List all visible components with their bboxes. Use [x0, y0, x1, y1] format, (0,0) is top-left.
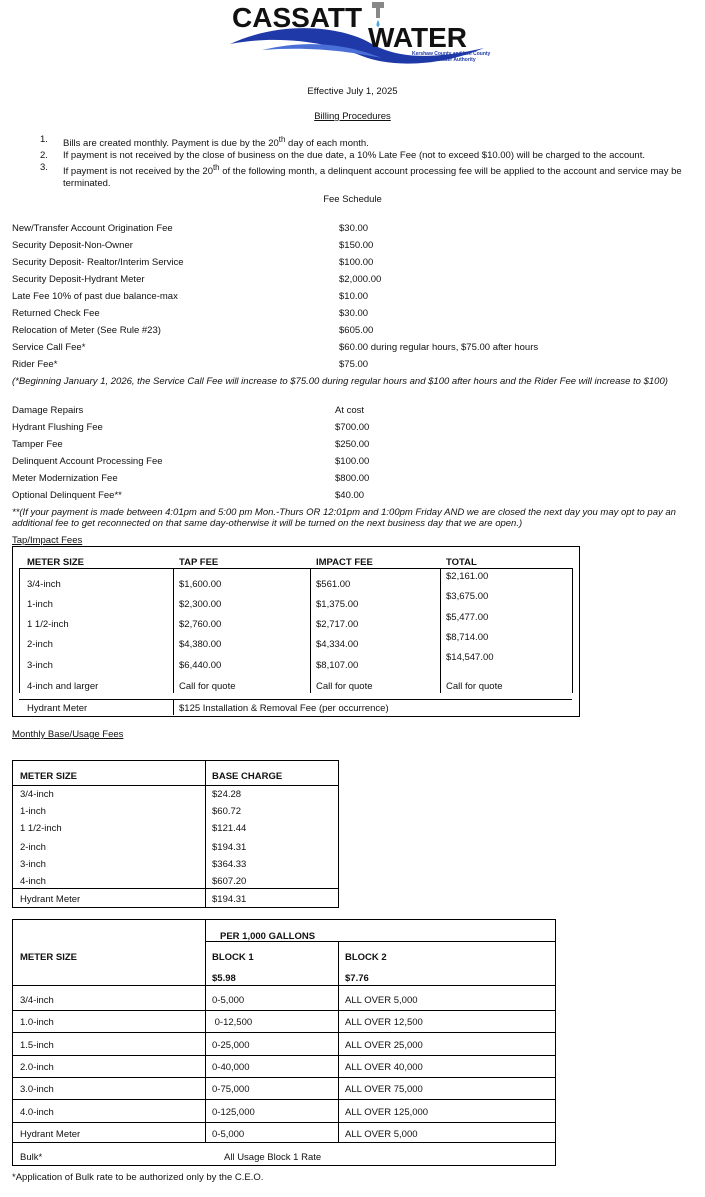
usage-bulk-text: All Usage Block 1 Rate: [224, 1152, 322, 1163]
tap-row-impact-fee: $4,334.00: [316, 639, 359, 650]
base-col-line: [205, 761, 206, 907]
logo-tagline-2: Regional Water Authority: [416, 57, 476, 63]
usage-bulk-label: Bulk*: [20, 1152, 43, 1163]
base-row-size: 1 1/2-inch: [20, 823, 62, 834]
fee-value: $150.00: [339, 240, 374, 251]
usage-row-block1: 0-40,000: [212, 1061, 250, 1073]
base-row-size: 3-inch: [20, 859, 46, 870]
billing-item: [40, 150, 700, 162]
usage-header-block2: BLOCK 2: [345, 952, 387, 963]
tap-header-impact-fee: IMPACT FEE: [316, 557, 373, 568]
base-row-charge: $607.20: [212, 876, 247, 887]
usage-table: [12, 919, 556, 1166]
usage-row-block1: 0-25,000: [212, 1039, 250, 1051]
billing-item: [40, 162, 700, 190]
tap-row-tap-fee: $2,760.00: [179, 619, 222, 630]
optional-fee-note: **(If your payment is made between 4:01pm and 5:00 pm Mon.-Thurs OR 12:01pm and 1:00pm Friday AND we are closed the next day you may opt to pay an additional fee to get reconnected on that same day-otherwise it will be turned on the next business day that we are open.): [12, 507, 676, 529]
tap-row-size: 3-inch: [27, 660, 53, 671]
tap-row-size: 4-inch and larger: [27, 681, 99, 692]
monthly-fees-title: Monthly Base/Usage Fees: [12, 729, 124, 740]
usage-row-block1: 0-125,000: [212, 1106, 255, 1118]
usage-bulk-divider: [13, 1142, 555, 1143]
usage-header-block1: BLOCK 1: [212, 952, 254, 963]
fee-value: $100.00: [335, 456, 370, 467]
usage-header-meter-size: METER SIZE: [20, 952, 78, 963]
base-row-charge: $364.33: [212, 859, 247, 870]
usage-row-block1: 0-75,000: [212, 1084, 250, 1096]
fee-value: $800.00: [335, 473, 370, 484]
fee-label: Damage Repairs: [12, 405, 84, 416]
fee-label: Optional Delinquent Fee**: [12, 490, 122, 501]
billing-item: [40, 134, 700, 150]
billing-item-text: Bills are created monthly. Payment is due by the 20th day of each month.: [63, 135, 369, 150]
usage-row-divider: [13, 1055, 555, 1056]
base-row-charge: $121.44: [212, 823, 247, 834]
tap-row-size: 1-inch: [27, 599, 53, 610]
billing-procedures-list: [40, 134, 700, 190]
tap-hydrant-divider: [19, 699, 572, 700]
base-row-size: Hydrant Meter: [20, 894, 81, 905]
fee-value: $30.00: [339, 223, 369, 234]
tap-row-size: 2-inch: [27, 639, 53, 650]
faucet-icon: [372, 2, 384, 8]
billing-item-text: If payment is not received by the 20th of the following month, a delinquent account processing fee will be applied to the account and service may be terminated.: [63, 163, 682, 190]
fee-value: $10.00: [339, 291, 369, 302]
fee-label: Security Deposit- Realtor/Interim Service: [12, 257, 184, 268]
logo-word-water: WATER: [368, 22, 468, 53]
usage-row-size: 1.5-inch: [20, 1039, 54, 1051]
fee-value: At cost: [335, 405, 365, 416]
bulk-footnote: *Application of Bulk rate to be authorized only by the C.E.O.: [12, 1172, 264, 1183]
billing-item-number: 3.: [40, 162, 48, 174]
base-row-charge: $60.72: [212, 806, 242, 817]
usage-col-line-1: [205, 920, 206, 1142]
usage-row-block1: 0-12,500: [212, 1017, 253, 1029]
billing-item-text: If payment is not received by the close of business on the due date, a 10% Late Fee (not to exceed $10.00) will be charged to the account.: [63, 150, 645, 162]
billing-item-number: 2.: [40, 150, 48, 162]
usage-per-label: PER 1,000 GALLONS: [220, 931, 316, 942]
tap-row-total: $2,161.00: [446, 571, 489, 582]
tap-col-line-4: [572, 568, 573, 693]
usage-row-divider: [13, 1010, 555, 1011]
usage-row-size: 4.0-inch: [20, 1106, 54, 1118]
usage-row-block1: 0-5,000: [212, 1128, 245, 1140]
tap-header-meter-size: METER SIZE: [27, 557, 85, 568]
tap-col-line-3: [440, 568, 441, 693]
fee-value: $100.00: [339, 257, 374, 268]
tap-col-line-0: [19, 568, 20, 693]
faucet-stem: [376, 8, 380, 18]
tap-row-tap-fee: $4,380.00: [179, 639, 222, 650]
base-row-charge: $194.31: [212, 842, 247, 853]
billing-procedures-title: Billing Procedures: [314, 111, 391, 122]
usage-row-divider: [13, 1077, 555, 1078]
usage-row-block2: ALL OVER 12,500: [345, 1017, 423, 1029]
usage-block2-rate: $7.76: [345, 973, 369, 984]
usage-row-block1: 0-5,000: [212, 995, 245, 1006]
fee-value: $60.00 during regular hours, $75.00 after hours: [339, 342, 539, 353]
base-header-charge: BASE CHARGE: [212, 771, 283, 782]
fee-value: $250.00: [335, 439, 370, 450]
tap-hydrant-text: $125 Installation & Removal Fee (per occurrence): [179, 703, 389, 714]
fee-label: Returned Check Fee: [12, 308, 100, 319]
billing-item-number: 1.: [40, 134, 48, 145]
tap-header-divider: [19, 568, 572, 569]
tap-row-size: 3/4-inch: [27, 579, 61, 590]
fee-label: Security Deposit-Non-Owner: [12, 240, 133, 251]
usage-header-divider: [13, 985, 555, 986]
logo-word-cassatt: CASSATT: [232, 2, 363, 33]
usage-row-size: Hydrant Meter: [20, 1128, 81, 1140]
base-charge-table: [12, 760, 339, 908]
tap-hydrant-col-line: [173, 699, 174, 715]
base-row-size: 2-inch: [20, 842, 46, 853]
usage-row-size: 3/4-inch: [20, 995, 54, 1006]
usage-row-block2: ALL OVER 40,000: [345, 1061, 423, 1073]
tap-row-tap-fee: Call for quote: [179, 681, 236, 692]
tap-row-total: $3,675.00: [446, 591, 489, 602]
fee-schedule-title: Fee Schedule: [323, 194, 382, 205]
tap-row-total: Call for quote: [446, 681, 503, 692]
usage-row-size: 2.0-inch: [20, 1061, 54, 1073]
tap-header-tap-fee: TAP FEE: [179, 557, 219, 568]
tap-row-impact-fee: $561.00: [316, 579, 351, 590]
fee-label: Hydrant Flushing Fee: [12, 422, 103, 433]
tap-impact-fees-title: Tap/Impact Fees: [12, 535, 83, 546]
tap-impact-table: [12, 546, 580, 717]
fee-label: Relocation of Meter (See Rule #23): [12, 325, 161, 336]
fee-value: $30.00: [339, 308, 369, 319]
tap-hydrant-size: Hydrant Meter: [27, 703, 88, 714]
usage-row-block2: ALL OVER 125,000: [345, 1106, 429, 1118]
logo-tagline-1: Kershaw County and Lee County: [412, 51, 491, 57]
usage-row-block2: ALL OVER 25,000: [345, 1039, 423, 1051]
usage-row-divider: [13, 1099, 555, 1100]
usage-row-size: 1.0-inch: [20, 1017, 54, 1029]
usage-row-divider: [13, 1032, 555, 1033]
cassatt-water-logo: [222, 0, 492, 70]
tap-row-impact-fee: $2,717.00: [316, 619, 359, 630]
fee-value: $2,000.00: [339, 274, 382, 285]
tap-row-impact-fee: $8,107.00: [316, 660, 359, 671]
base-header-meter-size: METER SIZE: [20, 771, 78, 782]
usage-col-line-2: [338, 941, 339, 1142]
fee-value: $40.00: [335, 490, 365, 501]
usage-row-block2: ALL OVER 5,000: [345, 1128, 418, 1140]
tap-row-total: $8,714.00: [446, 632, 489, 643]
fee-label: Rider Fee*: [12, 359, 58, 370]
usage-row-divider: [13, 1122, 555, 1123]
tap-row-total: $5,477.00: [446, 612, 489, 623]
usage-row-block2: ALL OVER 75,000: [345, 1084, 423, 1096]
base-hydrant-divider: [13, 888, 338, 889]
usage-row-block2: ALL OVER 5,000: [345, 995, 418, 1006]
tap-col-line-2: [310, 568, 311, 693]
base-row-size: 3/4-inch: [20, 789, 54, 800]
fee-value: $75.00: [339, 359, 369, 370]
tap-row-size: 1 1/2-inch: [27, 619, 69, 630]
tap-row-impact-fee: Call for quote: [316, 681, 373, 692]
fee-label: Security Deposit-Hydrant Meter: [12, 274, 145, 285]
fee-label: Late Fee 10% of past due balance-max: [12, 291, 178, 302]
tap-row-tap-fee: $6,440.00: [179, 660, 222, 671]
effective-date: Effective July 1, 2025: [307, 86, 398, 97]
fee-label: Meter Modernization Fee: [12, 473, 118, 484]
fee-value: $605.00: [339, 325, 374, 336]
base-header-divider: [13, 785, 338, 786]
base-row-charge: $24.28: [212, 789, 242, 800]
tap-row-tap-fee: $1,600.00: [179, 579, 222, 590]
fee-value: $700.00: [335, 422, 370, 433]
tap-header-total: TOTAL: [446, 557, 477, 568]
tap-row-total: $14,547.00: [446, 652, 494, 663]
usage-block1-rate: $5.98: [212, 973, 236, 984]
fee-label: Tamper Fee: [12, 439, 63, 450]
tap-row-impact-fee: $1,375.00: [316, 599, 359, 610]
tap-row-tap-fee: $2,300.00: [179, 599, 222, 610]
base-row-size: 1-inch: [20, 806, 46, 817]
fee-label: Service Call Fee*: [12, 342, 86, 353]
tap-col-line-1: [173, 568, 174, 693]
fee-label: Delinquent Account Processing Fee: [12, 456, 163, 467]
usage-row-size: 3.0-inch: [20, 1084, 54, 1096]
base-row-size: 4-inch: [20, 876, 46, 887]
base-row-charge: $194.31: [212, 894, 247, 905]
fee-label: New/Transfer Account Origination Fee: [12, 223, 173, 234]
fee-change-note: (*Beginning January 1, 2026, the Service Call Fee will increase to $75.00 during regular hours and $100 after hours and the Rider Fee will increase to $100): [12, 376, 668, 387]
